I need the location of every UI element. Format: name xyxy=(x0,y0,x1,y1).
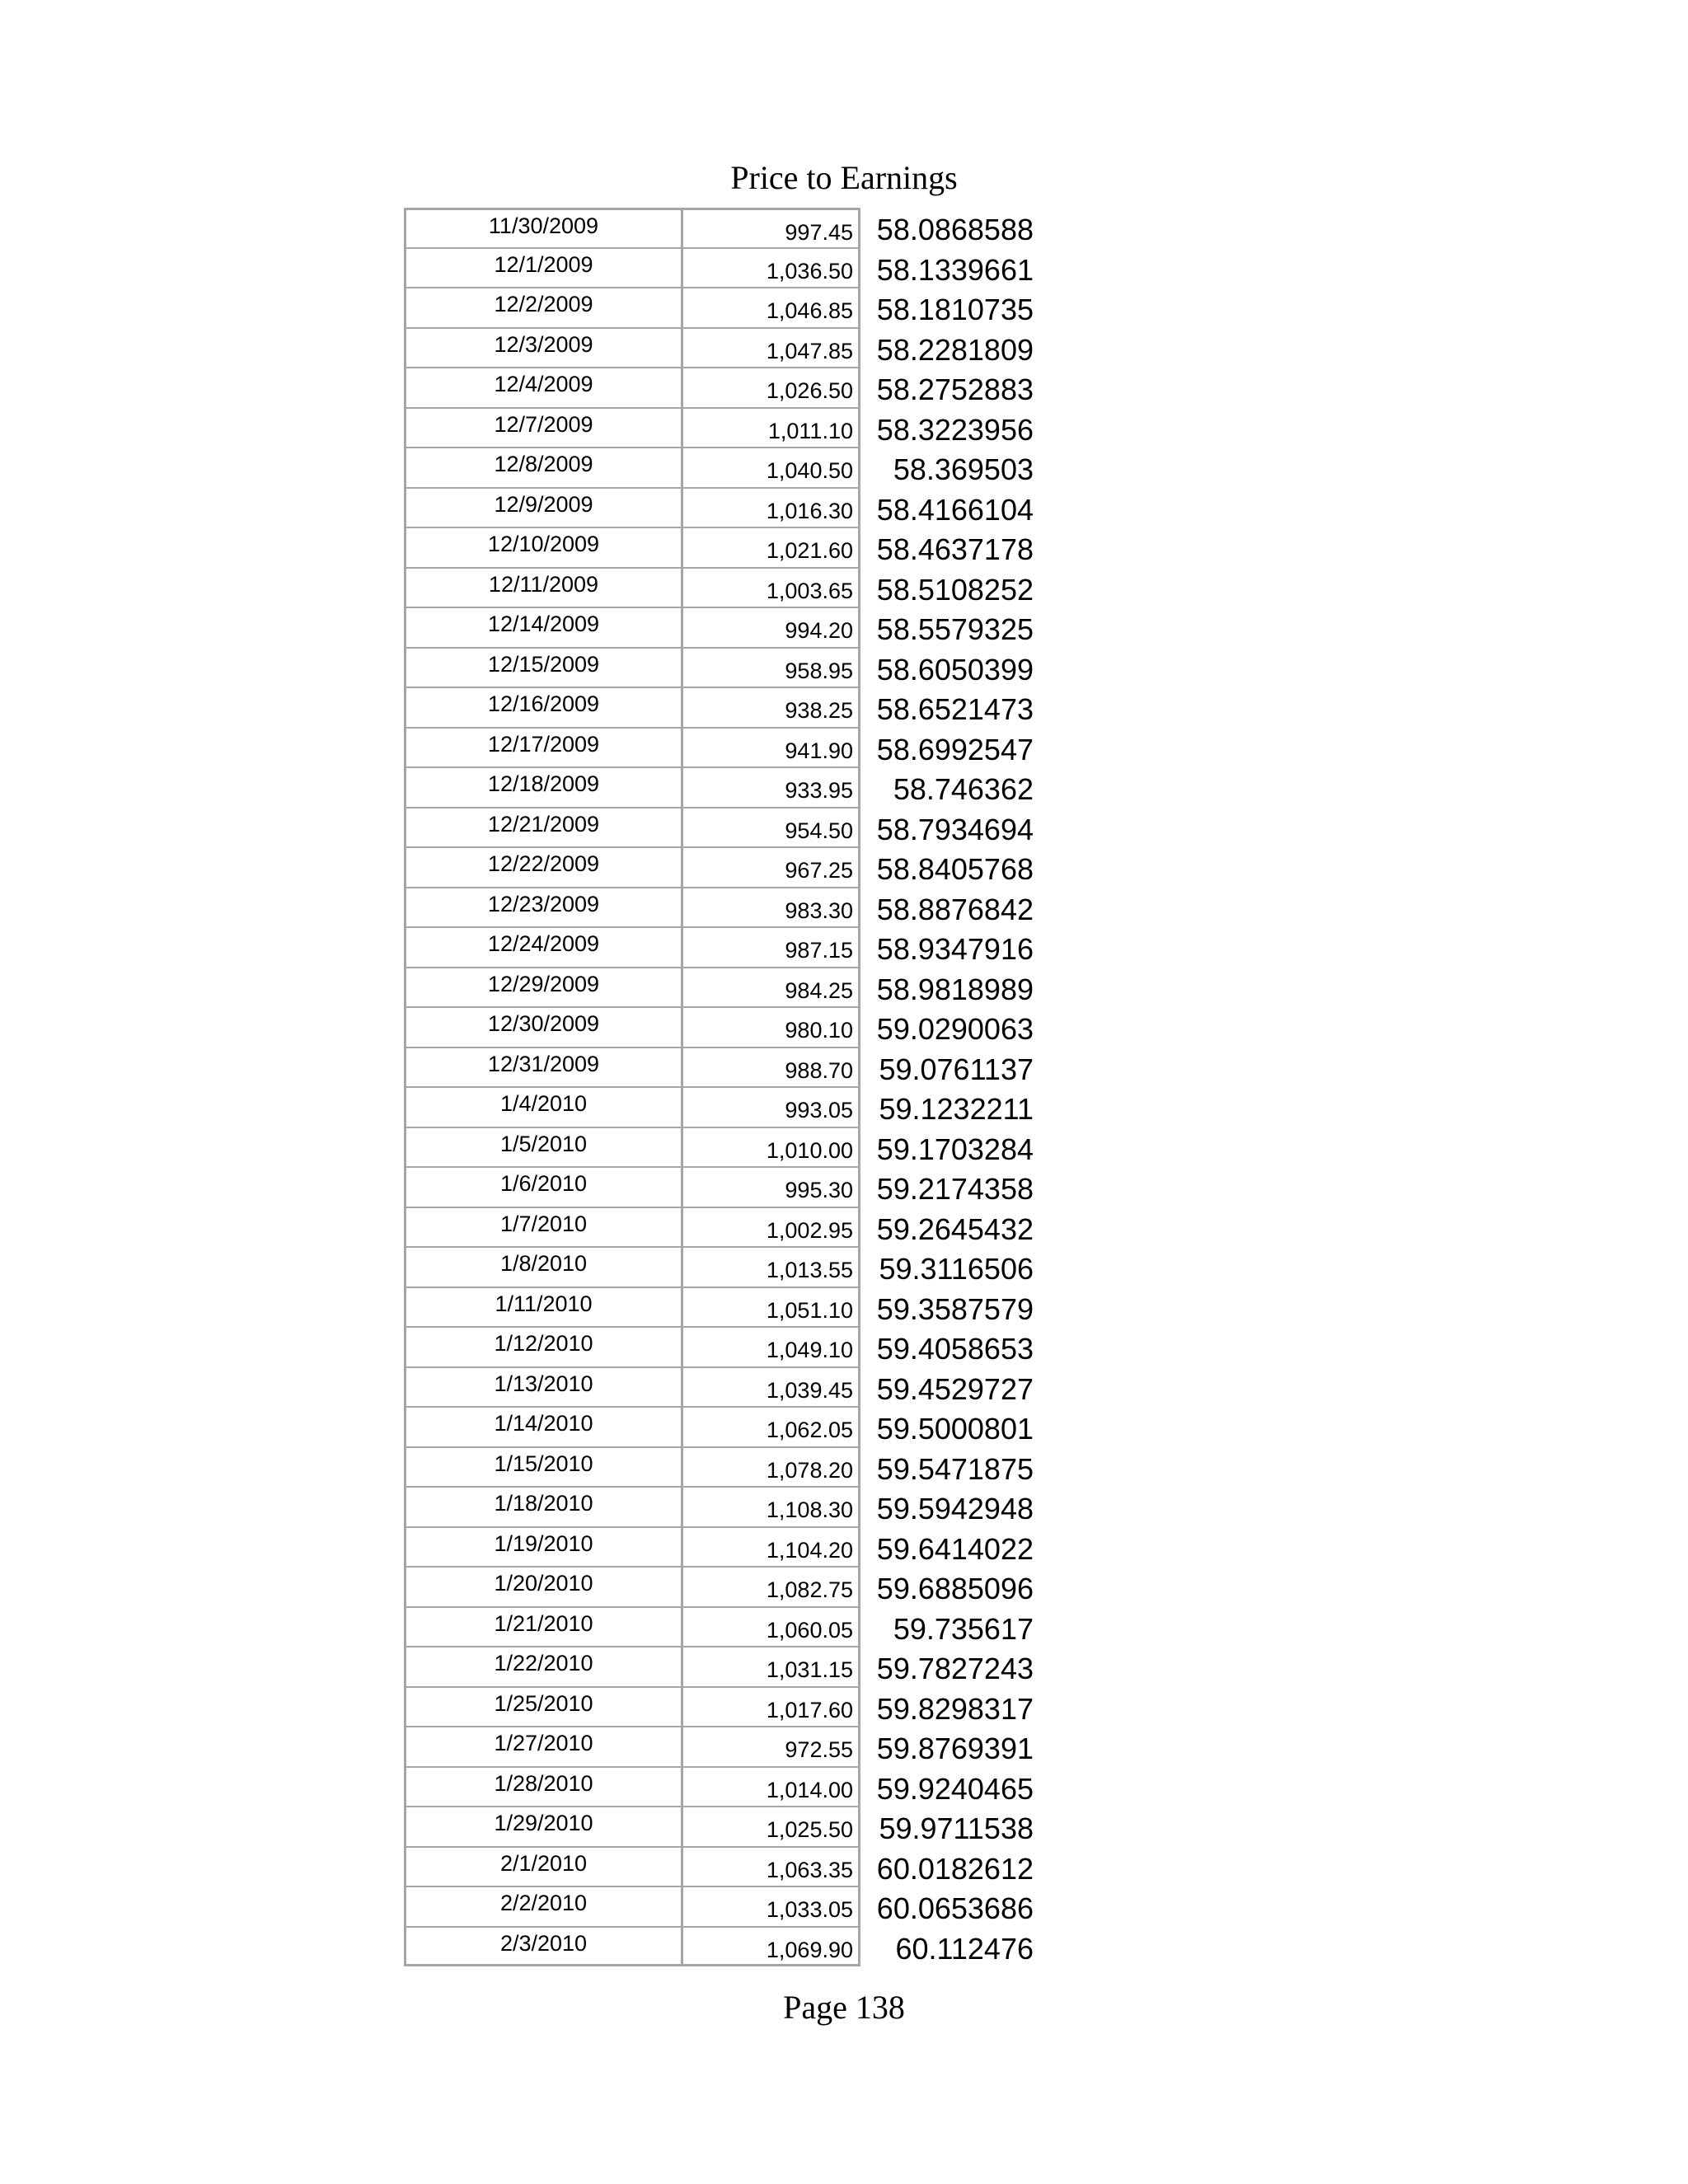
table-row xyxy=(404,1847,1063,1887)
date-cell: 1/6/2010 xyxy=(404,1167,683,1207)
pe-ratio-cell: 59.4058653 xyxy=(876,1332,1034,1366)
pe-ratio-cell: 58.9818989 xyxy=(876,972,1034,1006)
pe-ratio-cell: 59.4529727 xyxy=(876,1371,1034,1406)
price-cell: 1,049.10 xyxy=(683,1327,860,1367)
pe-ratio-cell: 59.735617 xyxy=(893,1611,1034,1646)
price-cell: 1,021.60 xyxy=(683,527,860,568)
pe-ratio-cell: 58.6992547 xyxy=(876,732,1034,766)
table-row xyxy=(404,1647,1063,1687)
table-row xyxy=(404,1527,1063,1568)
pe-ratio-cell: 59.2645432 xyxy=(876,1212,1034,1246)
date-cell: 1/12/2010 xyxy=(404,1327,683,1367)
price-cell: 1,031.15 xyxy=(683,1647,860,1687)
price-cell: 941.90 xyxy=(683,728,860,768)
pe-ratio-cell: 58.1810735 xyxy=(876,293,1034,326)
date-cell: 1/18/2010 xyxy=(404,1487,683,1527)
date-cell: 12/17/2009 xyxy=(404,728,683,768)
date-cell: 1/21/2010 xyxy=(404,1607,683,1647)
pe-ratio-cell: 58.2752883 xyxy=(876,373,1034,406)
table-row xyxy=(404,1886,1063,1927)
pe-ratio-cell: 58.369503 xyxy=(893,452,1034,486)
table-row xyxy=(404,1607,1063,1647)
table-row xyxy=(404,1087,1063,1127)
price-cell: 1,039.45 xyxy=(683,1367,860,1408)
table-row xyxy=(404,448,1063,488)
date-cell: 1/8/2010 xyxy=(404,1247,683,1287)
date-cell: 2/3/2010 xyxy=(404,1927,683,1967)
price-cell: 1,060.05 xyxy=(683,1607,860,1647)
price-cell: 954.50 xyxy=(683,808,860,848)
price-cell: 1,069.90 xyxy=(683,1927,860,1967)
date-cell: 12/29/2009 xyxy=(404,968,683,1008)
table-row xyxy=(404,488,1063,528)
date-cell: 12/2/2009 xyxy=(404,288,683,328)
price-cell: 1,010.00 xyxy=(683,1127,860,1168)
table-row xyxy=(404,927,1063,968)
pe-ratio-cell: 59.0761137 xyxy=(879,1052,1034,1086)
date-cell: 12/16/2009 xyxy=(404,687,683,728)
date-cell: 12/21/2009 xyxy=(404,808,683,848)
date-cell: 12/4/2009 xyxy=(404,368,683,408)
pe-ratio-cell: 59.5471875 xyxy=(876,1451,1034,1486)
price-cell: 980.10 xyxy=(683,1007,860,1047)
pe-ratio-cell: 58.5108252 xyxy=(876,572,1034,607)
date-cell: 1/11/2010 xyxy=(404,1287,683,1328)
table-row xyxy=(404,288,1063,328)
table-row xyxy=(404,1127,1063,1168)
table-row xyxy=(404,1167,1063,1207)
price-cell: 972.55 xyxy=(683,1727,860,1767)
price-cell: 1,033.05 xyxy=(683,1886,860,1927)
table-row xyxy=(404,248,1063,288)
price-cell: 958.95 xyxy=(683,648,860,688)
table-row xyxy=(404,1687,1063,1727)
pe-ratio-cell: 58.6050399 xyxy=(876,652,1034,687)
pe-ratio-cell: 58.5579325 xyxy=(876,612,1034,646)
date-cell: 1/19/2010 xyxy=(404,1527,683,1568)
date-cell: 1/22/2010 xyxy=(404,1647,683,1687)
table-row xyxy=(404,1807,1063,1847)
price-cell: 967.25 xyxy=(683,847,860,888)
date-cell: 1/13/2010 xyxy=(404,1367,683,1408)
table-row xyxy=(404,1767,1063,1807)
date-cell: 12/1/2009 xyxy=(404,248,683,288)
pe-ratio-cell: 59.8769391 xyxy=(876,1732,1034,1765)
price-cell: 993.05 xyxy=(683,1087,860,1127)
table-row xyxy=(404,1407,1063,1447)
table-row xyxy=(404,648,1063,688)
pe-ratio-cell: 58.1339661 xyxy=(876,252,1034,287)
table-row xyxy=(404,368,1063,408)
table-row xyxy=(404,1567,1063,1607)
price-cell: 1,016.30 xyxy=(683,488,860,528)
date-cell: 11/30/2009 xyxy=(404,208,683,248)
date-cell: 1/7/2010 xyxy=(404,1207,683,1248)
table-row xyxy=(404,968,1063,1008)
date-cell: 1/29/2010 xyxy=(404,1807,683,1847)
price-cell: 1,013.55 xyxy=(683,1247,860,1287)
table-row xyxy=(404,1927,1063,1967)
table-row xyxy=(404,1367,1063,1408)
table-row xyxy=(404,527,1063,568)
date-cell: 12/23/2009 xyxy=(404,888,683,928)
date-cell: 12/10/2009 xyxy=(404,527,683,568)
pe-table xyxy=(404,208,1063,1966)
date-cell: 2/1/2010 xyxy=(404,1847,683,1887)
pe-ratio-cell: 59.5000801 xyxy=(876,1412,1034,1446)
pe-ratio-cell: 58.0868588 xyxy=(876,213,1034,246)
table-row xyxy=(404,607,1063,648)
table-row xyxy=(404,1727,1063,1767)
date-cell: 12/11/2009 xyxy=(404,568,683,608)
pe-ratio-cell: 59.5942948 xyxy=(876,1492,1034,1526)
table-row xyxy=(404,1287,1063,1328)
table-row xyxy=(404,728,1063,768)
price-cell: 994.20 xyxy=(683,607,860,648)
pe-ratio-cell: 60.112476 xyxy=(895,1931,1034,1966)
price-cell: 997.45 xyxy=(683,208,860,248)
price-cell: 1,078.20 xyxy=(683,1447,860,1488)
table-row xyxy=(404,1327,1063,1367)
price-cell: 1,011.10 xyxy=(683,408,860,448)
price-cell: 1,036.50 xyxy=(683,248,860,288)
pe-ratio-cell: 58.8405768 xyxy=(876,852,1034,886)
pe-ratio-cell: 58.6521473 xyxy=(876,692,1034,726)
date-cell: 1/4/2010 xyxy=(404,1087,683,1127)
page-title: Price to Earnings xyxy=(730,159,958,196)
date-cell: 1/14/2010 xyxy=(404,1407,683,1447)
date-cell: 1/25/2010 xyxy=(404,1687,683,1727)
table-row xyxy=(404,808,1063,848)
price-cell: 988.70 xyxy=(683,1047,860,1088)
date-cell: 1/28/2010 xyxy=(404,1767,683,1807)
price-cell: 983.30 xyxy=(683,888,860,928)
price-cell: 1,002.95 xyxy=(683,1207,860,1248)
price-cell: 1,108.30 xyxy=(683,1487,860,1527)
table-row xyxy=(404,1247,1063,1287)
table-row xyxy=(404,1447,1063,1488)
pe-ratio-cell: 59.6414022 xyxy=(876,1531,1034,1566)
date-cell: 2/2/2010 xyxy=(404,1886,683,1927)
date-cell: 12/7/2009 xyxy=(404,408,683,448)
date-cell: 12/15/2009 xyxy=(404,648,683,688)
table-row xyxy=(404,1207,1063,1248)
pe-ratio-cell: 60.0653686 xyxy=(876,1891,1034,1925)
pe-ratio-cell: 59.0290063 xyxy=(876,1012,1034,1046)
date-cell: 12/24/2009 xyxy=(404,927,683,968)
price-cell: 1,026.50 xyxy=(683,368,860,408)
table-row xyxy=(404,767,1063,808)
pe-ratio-cell: 58.2281809 xyxy=(876,332,1034,367)
price-cell: 1,003.65 xyxy=(683,568,860,608)
table-row xyxy=(404,687,1063,728)
price-cell: 938.25 xyxy=(683,687,860,728)
pe-ratio-cell: 59.6885096 xyxy=(876,1572,1034,1605)
price-cell: 984.25 xyxy=(683,968,860,1008)
price-cell: 1,062.05 xyxy=(683,1407,860,1447)
date-cell: 1/5/2010 xyxy=(404,1127,683,1168)
pe-ratio-cell: 59.9240465 xyxy=(876,1771,1034,1806)
table-row xyxy=(404,888,1063,928)
date-cell: 1/20/2010 xyxy=(404,1567,683,1607)
pe-ratio-cell: 58.4166104 xyxy=(876,492,1034,527)
table-row xyxy=(404,328,1063,368)
price-cell: 1,014.00 xyxy=(683,1767,860,1807)
table-row xyxy=(404,568,1063,608)
date-cell: 12/14/2009 xyxy=(404,607,683,648)
pe-ratio-cell: 58.3223956 xyxy=(876,412,1034,447)
date-cell: 1/15/2010 xyxy=(404,1447,683,1488)
date-cell: 12/8/2009 xyxy=(404,448,683,488)
table-row xyxy=(404,1007,1063,1047)
pe-ratio-cell: 60.0182612 xyxy=(876,1851,1034,1886)
price-cell: 1,040.50 xyxy=(683,448,860,488)
price-cell: 987.15 xyxy=(683,927,860,968)
price-cell: 933.95 xyxy=(683,767,860,808)
page-number: Page 138 xyxy=(783,1989,905,2026)
table-row xyxy=(404,1487,1063,1527)
pe-ratio-cell: 58.7934694 xyxy=(876,812,1034,846)
price-cell: 1,051.10 xyxy=(683,1287,860,1328)
pe-ratio-cell: 59.7827243 xyxy=(876,1652,1034,1685)
table-row xyxy=(404,208,1063,248)
date-cell: 12/22/2009 xyxy=(404,847,683,888)
price-cell: 1,017.60 xyxy=(683,1687,860,1727)
price-cell: 1,047.85 xyxy=(683,328,860,368)
table-row xyxy=(404,847,1063,888)
date-cell: 12/30/2009 xyxy=(404,1007,683,1047)
pe-ratio-cell: 58.9347916 xyxy=(876,932,1034,966)
price-cell: 1,025.50 xyxy=(683,1807,860,1847)
price-cell: 1,082.75 xyxy=(683,1567,860,1607)
pe-ratio-cell: 59.3587579 xyxy=(876,1291,1034,1326)
pe-ratio-cell: 59.8298317 xyxy=(876,1691,1034,1726)
date-cell: 12/9/2009 xyxy=(404,488,683,528)
pe-ratio-cell: 58.746362 xyxy=(893,772,1034,806)
date-cell: 12/3/2009 xyxy=(404,328,683,368)
date-cell: 1/27/2010 xyxy=(404,1727,683,1767)
price-cell: 1,104.20 xyxy=(683,1527,860,1568)
pe-ratio-cell: 59.2174358 xyxy=(876,1172,1034,1206)
pe-ratio-cell: 58.4637178 xyxy=(876,532,1034,566)
pe-ratio-cell: 59.1232211 xyxy=(879,1092,1034,1126)
date-cell: 12/18/2009 xyxy=(404,767,683,808)
price-cell: 1,063.35 xyxy=(683,1847,860,1887)
pe-ratio-cell: 59.1703284 xyxy=(876,1132,1034,1166)
pe-ratio-cell: 58.8876842 xyxy=(876,892,1034,926)
table-row xyxy=(404,1047,1063,1088)
table-row xyxy=(404,408,1063,448)
pe-ratio-cell: 59.3116506 xyxy=(879,1252,1034,1286)
pe-ratio-cell: 59.9711538 xyxy=(879,1811,1034,1845)
price-cell: 1,046.85 xyxy=(683,288,860,328)
price-cell: 995.30 xyxy=(683,1167,860,1207)
date-cell: 12/31/2009 xyxy=(404,1047,683,1088)
